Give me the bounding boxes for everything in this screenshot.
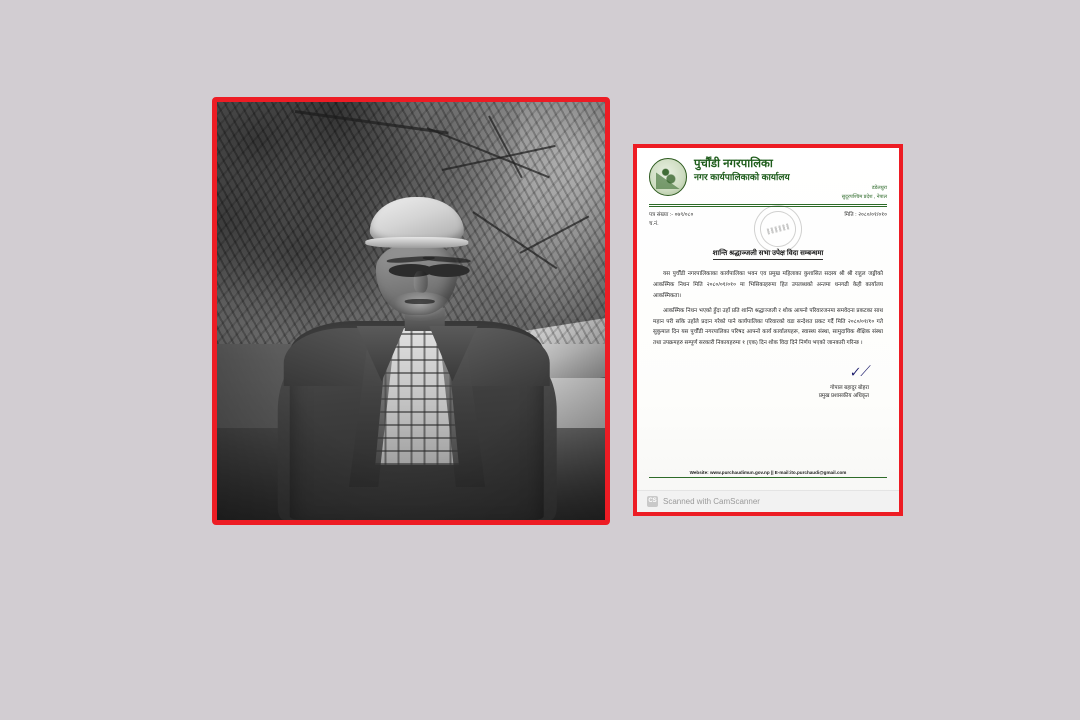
- nepal-government-emblem-icon: [649, 158, 687, 196]
- letterhead: [649, 158, 887, 201]
- camscanner-watermark: [637, 490, 899, 512]
- letterhead-divider: [649, 204, 887, 205]
- dhaka-topi-brim: [366, 237, 469, 248]
- letter-body: [649, 269, 887, 349]
- mouth: [405, 299, 435, 304]
- letter-paragraph-2: आकस्मिक निधन भएको हुँदा उहाँ प्रति शान्ति श्रद्धाञ्जली र शोक आफ्नो परिवारजनमा समवेदना प्रकटका साथ महान परी सकि उहाँले प्रदान गरेको पाने कार्यपालिका परिवारको वडा सन्देशत प्रकट गर्दै मिति २०८०/०१/१० गते सुकुमाल दिन यस पुर्चौंडी नगरपालिका परिषद आफ्नो कार्य कार्यालयहरू, स्वास्थ्य संस्था, सामुदायिक शैक्षिक संस्था तथा उपक्रमहरु सम्पूर्ण सरकारी निकायहरुमा १ (एक) दिन शोक विदा दिने निर्णय भएको जानकारी गरिन्छ ।: [653, 307, 883, 347]
- letter-subject: शान्ति श्रद्धाञ्जली सभा उपेक्ष विदा सम्बन्धमा: [713, 249, 824, 260]
- signatory-name: गोपाल बहादुर बोहरा: [830, 385, 869, 392]
- dispatch-number: च.नं.: [649, 220, 659, 227]
- camscanner-label: Scanned with CamScanner: [663, 497, 760, 506]
- eye-right: [425, 264, 470, 277]
- letterhead-text: [694, 158, 887, 201]
- reference-numbers: [649, 211, 693, 229]
- office-name: नगर कार्यपालिकाको कार्यालय: [694, 172, 790, 183]
- reference-row: [649, 211, 887, 239]
- handwritten-signature: ✓⟋: [848, 363, 870, 381]
- signatory-post: प्रमुख प्रशासकीय अधिकृत: [818, 393, 869, 400]
- nose: [414, 271, 428, 294]
- portrait-subject: [266, 194, 569, 520]
- portrait-photo-panel: [212, 97, 610, 525]
- signature-block: [649, 363, 887, 399]
- office-address-line-2: सुदूरपश्चिम प्रदेश , नेपाल: [841, 193, 887, 200]
- camscanner-logo-icon: CS: [647, 496, 658, 507]
- letter-footer: Website: www.purchaudimun.gov.np || E-mail:ito.purchaudi@gmail.com: [689, 470, 847, 475]
- office-address-line-1: डडेलधुरा: [871, 185, 887, 192]
- footer-divider: [649, 477, 887, 478]
- scanned-letter-panel: [633, 144, 903, 516]
- municipality-name: पुर्चौंडी नगरपालिका: [694, 158, 773, 170]
- beard: [390, 292, 451, 321]
- letter-date: मिति : २०८०/०१/०१०: [844, 211, 887, 218]
- letter-number: पत्र संख्या :- ०७९/०८०: [649, 211, 694, 218]
- letter-page: [637, 148, 899, 512]
- letter-paragraph-1: यस पुर्चौंडी नगरपालिकाका कार्यपालिका भवन एव प्रमुख महिलाका कुशासित सदस्य श्री श्री राहुल जङ्गीको आकस्मिक निधन मिति २०८०/०१/०१० मा भिसिकाहरुमा हित उपलब्धको अन्तमा धनगढी केही कार्यालय आकस्मिकता।: [653, 270, 883, 299]
- portrait-photo: [217, 102, 605, 520]
